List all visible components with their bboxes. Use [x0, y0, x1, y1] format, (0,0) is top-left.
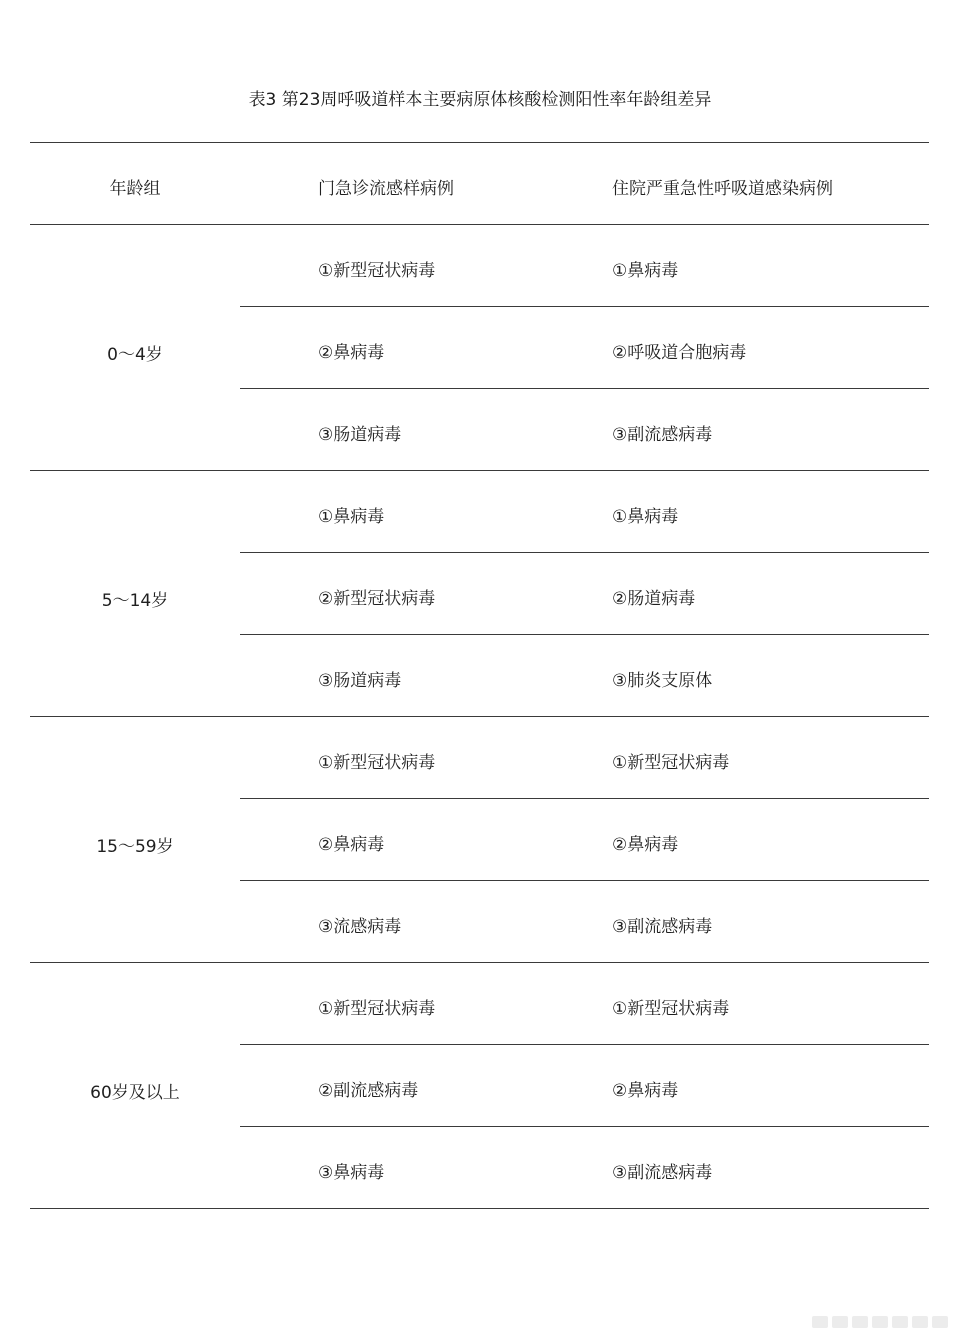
age-group-label: 60岁及以上: [90, 1083, 180, 1103]
watermark: [812, 1316, 948, 1328]
row-divider: [240, 798, 929, 799]
header-inpatient: 住院严重急性呼吸道感染病例: [612, 179, 833, 199]
header-outpatient: 门急诊流感样病例: [318, 179, 454, 199]
watermark-block: [812, 1316, 828, 1328]
watermark-block: [852, 1316, 868, 1328]
inpatient-cell: ③副流感病毒: [612, 917, 713, 937]
watermark-block: [892, 1316, 908, 1328]
outpatient-cell: ③肠道病毒: [318, 671, 402, 691]
row-divider: [240, 388, 929, 389]
inpatient-cell: ①新型冠状病毒: [612, 753, 730, 773]
table-bottom-rule: [30, 1208, 929, 1209]
outpatient-cell: ①新型冠状病毒: [318, 753, 436, 773]
outpatient-cell: ②新型冠状病毒: [318, 589, 436, 609]
outpatient-cell: ①新型冠状病毒: [318, 999, 436, 1019]
row-divider: [240, 552, 929, 553]
inpatient-cell: ②鼻病毒: [612, 1081, 679, 1101]
outpatient-cell: ③流感病毒: [318, 917, 402, 937]
row-divider: [240, 634, 929, 635]
age-group-label: 0～4岁: [107, 345, 163, 365]
outpatient-cell: ③肠道病毒: [318, 425, 402, 445]
table-title: 表3 第23周呼吸道样本主要病原体核酸检测阳性率年龄组差异: [248, 90, 712, 110]
group-divider: [30, 962, 929, 963]
group-divider: [30, 716, 929, 717]
row-divider: [240, 1044, 929, 1045]
header-bottom-rule: [30, 224, 929, 225]
inpatient-cell: ③肺炎支原体: [612, 671, 713, 691]
watermark-block: [932, 1316, 948, 1328]
inpatient-cell: ②肠道病毒: [612, 589, 696, 609]
inpatient-cell: ②鼻病毒: [612, 835, 679, 855]
outpatient-cell: ③鼻病毒: [318, 1163, 385, 1183]
outpatient-cell: ①新型冠状病毒: [318, 261, 436, 281]
inpatient-cell: ③副流感病毒: [612, 1163, 713, 1183]
row-divider: [240, 306, 929, 307]
inpatient-cell: ①新型冠状病毒: [612, 999, 730, 1019]
inpatient-cell: ①鼻病毒: [612, 507, 679, 527]
group-divider: [30, 470, 929, 471]
inpatient-cell: ①鼻病毒: [612, 261, 679, 281]
outpatient-cell: ①鼻病毒: [318, 507, 385, 527]
watermark-block: [872, 1316, 888, 1328]
age-group-label: 15～59岁: [96, 837, 174, 857]
outpatient-cell: ②副流感病毒: [318, 1081, 419, 1101]
header-age-group: 年龄组: [109, 179, 161, 199]
watermark-block: [832, 1316, 848, 1328]
inpatient-cell: ②呼吸道合胞病毒: [612, 343, 747, 363]
watermark-block: [912, 1316, 928, 1328]
row-divider: [240, 880, 929, 881]
inpatient-cell: ③副流感病毒: [612, 425, 713, 445]
outpatient-cell: ②鼻病毒: [318, 835, 385, 855]
table-top-rule: [30, 142, 929, 143]
age-group-label: 5～14岁: [101, 591, 169, 611]
outpatient-cell: ②鼻病毒: [318, 343, 385, 363]
row-divider: [240, 1126, 929, 1127]
